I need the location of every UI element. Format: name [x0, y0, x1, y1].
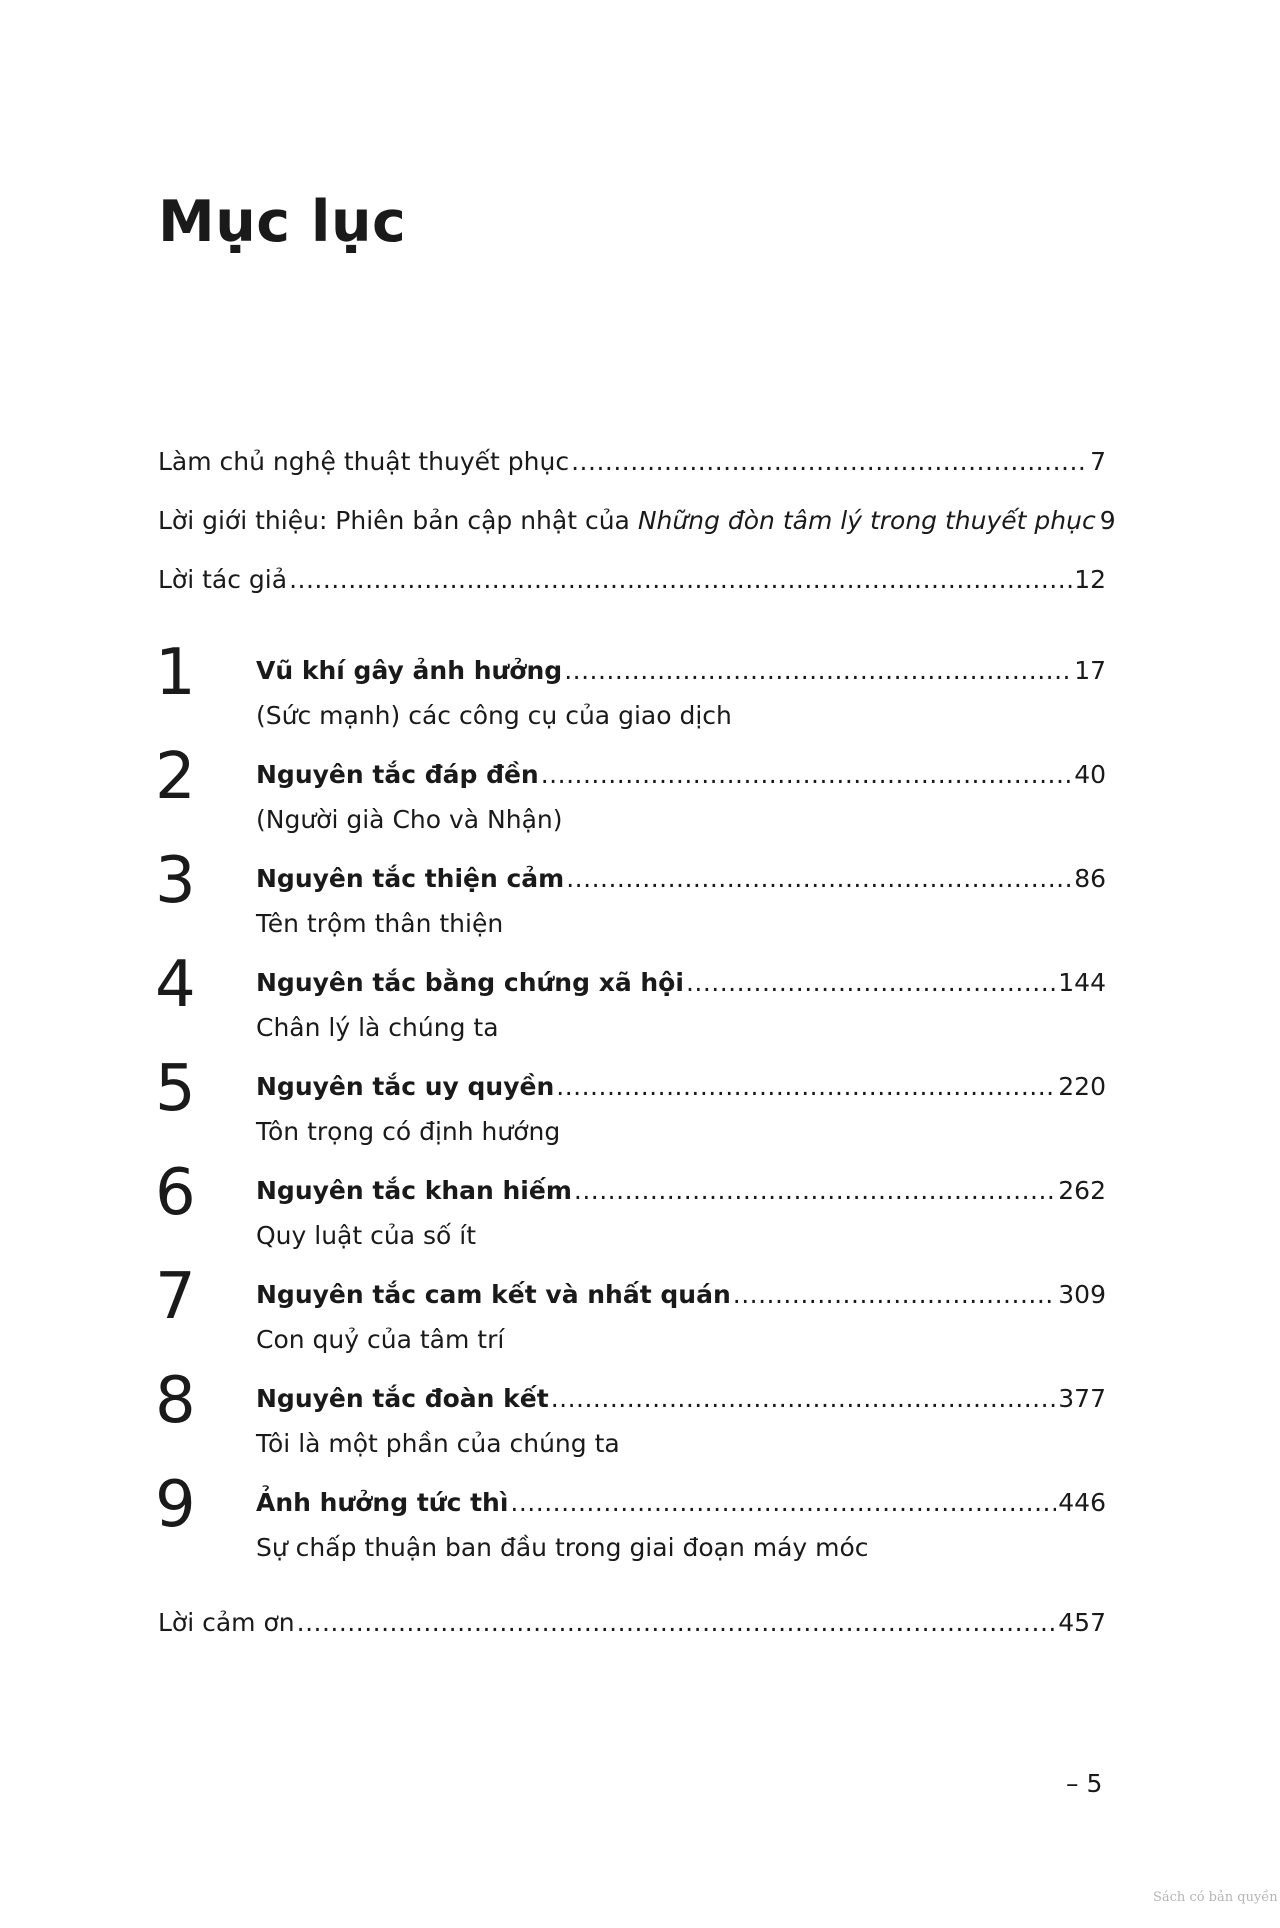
toc-entry-front[interactable]	[158, 446, 1106, 478]
chapter-number: 8	[155, 1364, 196, 1438]
dot-leader	[556, 1071, 1056, 1103]
toc-entry-chapter[interactable]	[256, 1487, 1106, 1519]
dot-leader	[733, 1279, 1057, 1311]
chapter-subtitle: Con quỷ của tâm trí	[256, 1325, 505, 1354]
chapter-title: Vũ khí gây ảnh hưởng	[256, 656, 563, 685]
toc-entry-chapter[interactable]	[256, 1175, 1106, 1207]
toc-entry-back[interactable]	[158, 1607, 1106, 1639]
dot-leader	[289, 564, 1072, 596]
toc-page-number: 40	[1074, 760, 1106, 789]
toc-entry-label-prefix: Lời giới thiệu: Phiên bản cập nhật của	[158, 506, 638, 535]
chapter-number: 6	[155, 1156, 196, 1230]
toc-entry-label: Làm chủ nghệ thuật thuyết phục	[158, 447, 570, 476]
chapter-title: Nguyên tắc uy quyền	[256, 1072, 555, 1101]
toc-entry-chapter[interactable]	[256, 1279, 1106, 1311]
dot-leader	[551, 1383, 1057, 1415]
chapter-subtitle: Tôn trọng có định hướng	[256, 1117, 561, 1146]
toc-page-number: 86	[1074, 864, 1106, 893]
toc-page-number: 377	[1058, 1384, 1106, 1413]
toc-page-number: 7	[1090, 447, 1106, 476]
toc-entry-chapter[interactable]	[256, 1071, 1106, 1103]
toc-page-number: 446	[1058, 1488, 1106, 1517]
dot-leader	[297, 1607, 1057, 1639]
chapter-title: Nguyên tắc đáp đền	[256, 760, 539, 789]
toc-page-number: 262	[1058, 1176, 1106, 1205]
chapter-subtitle: Tôi là một phần của chúng ta	[256, 1429, 620, 1458]
toc-entry-label: Lời tác giả	[158, 565, 288, 594]
chapter-number: 5	[155, 1052, 196, 1126]
dot-leader	[686, 967, 1056, 999]
chapter-title: Nguyên tắc đoàn kết	[256, 1384, 549, 1413]
dot-leader	[574, 1175, 1056, 1207]
chapter-subtitle: Sự chấp thuận ban đầu trong giai đoạn máy móc	[256, 1533, 869, 1562]
chapter-title: Nguyên tắc cam kết và nhất quán	[256, 1280, 731, 1309]
page-folio: – 5	[1066, 1769, 1103, 1798]
chapter-title: Nguyên tắc khan hiếm	[256, 1176, 572, 1205]
toc-page-number: 457	[1058, 1608, 1106, 1637]
page-title: Mục lục	[158, 189, 407, 255]
chapter-title: Nguyên tắc bằng chứng xã hội	[256, 968, 684, 997]
chapter-subtitle: Tên trộm thân thiện	[256, 909, 504, 938]
chapter-number: 4	[155, 948, 196, 1022]
toc-entry-chapter[interactable]	[256, 967, 1106, 999]
toc-page-number: 12	[1074, 565, 1106, 594]
toc-entry-label	[158, 505, 1096, 537]
chapter-number: 1	[155, 636, 196, 710]
copyright-watermark: Sách có bản quyền	[1153, 1890, 1278, 1905]
toc-page-number: 17	[1074, 656, 1106, 685]
chapter-subtitle: Quy luật của số ít	[256, 1221, 476, 1250]
chapter-number: 7	[155, 1260, 196, 1334]
dot-leader	[564, 655, 1072, 687]
toc-entry-chapter[interactable]	[256, 655, 1106, 687]
chapter-subtitle: (Sức mạnh) các công cụ của giao dịch	[256, 701, 732, 730]
toc-page-number: 220	[1058, 1072, 1106, 1101]
toc-entry-chapter[interactable]	[256, 863, 1106, 895]
toc-entry-front[interactable]	[158, 505, 1116, 537]
toc-page-number: 309	[1058, 1280, 1106, 1309]
dot-leader	[566, 863, 1072, 895]
dot-leader	[571, 446, 1088, 478]
chapter-subtitle: (Người già Cho và Nhận)	[256, 805, 563, 834]
toc-page-number: 9	[1099, 506, 1116, 535]
dot-leader	[510, 1487, 1056, 1519]
toc-entry-label-italic: Những đòn tâm lý trong thuyết phục	[637, 506, 1096, 535]
dot-leader	[541, 759, 1072, 791]
chapter-number: 9	[155, 1468, 196, 1542]
toc-entry-chapter[interactable]	[256, 759, 1106, 791]
toc-entry-front[interactable]	[158, 564, 1106, 596]
toc-page-number: 144	[1058, 968, 1106, 997]
toc-entry-label: Lời cảm ơn	[158, 1608, 295, 1637]
toc-entry-chapter[interactable]	[256, 1383, 1106, 1415]
chapter-title: Ảnh hưởng tức thì	[256, 1488, 509, 1517]
chapter-number: 2	[155, 740, 196, 814]
chapter-title: Nguyên tắc thiện cảm	[256, 864, 565, 893]
chapter-subtitle: Chân lý là chúng ta	[256, 1013, 499, 1042]
chapter-number: 3	[155, 844, 196, 918]
